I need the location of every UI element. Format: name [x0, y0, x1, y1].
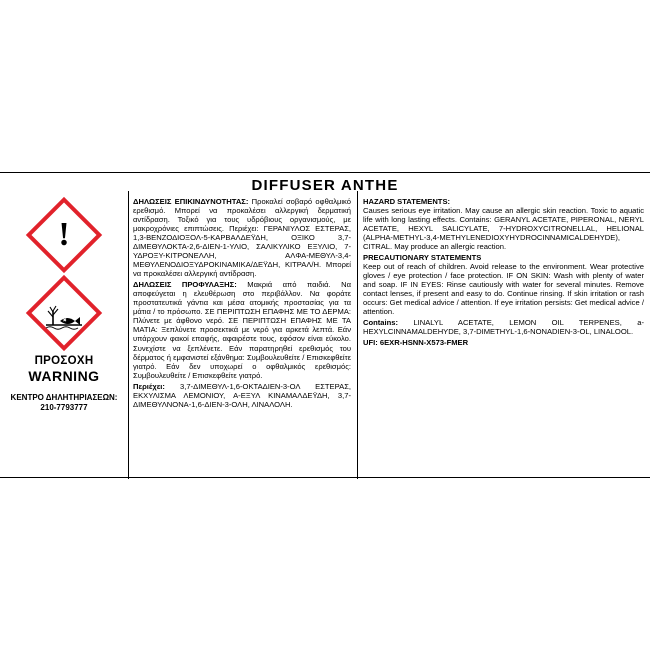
ghs07-exclamation-mark-icon	[26, 197, 102, 273]
greek-contains-heading: Περιέχει:	[133, 381, 165, 391]
english-contains-text: LINALYL ACETATE, LEMON OIL TERPENES, a-HEXYLCINNAMALDEHYDE, 3,7-DIMETHYL-1,6-NONADIEN-3-OL, LINALOOL.	[363, 318, 644, 337]
ufi-label: UFI:	[363, 338, 378, 348]
page-title: DIFFUSER ANTHE	[251, 177, 399, 194]
poison-centre	[0, 393, 128, 413]
greek-hazard-text: Προκαλεί σοβαρό οφθαλμικό ερεθισμό. Μπορεί να προκαλέσει αλλεργική δερματική αντίδραση. Τοξικό για τους υδρόβιους οργανισμούς, με μακροχρόνιες επιπτώσεις. Περιέχει: ΓΕΡΑΝΙΥΛΟΣ ΕΣΤΕΡΑΣ, 1,3-ΒΕΝΖΟΔΙΟΞΟΛ-5-ΚΑΡΒΑΛΔΕΫΔΗ, ΟΞΙΚΟ 3,7-ΔΙΜΕΘΥΛΟΚΤΑ-2,6-ΔΙΕΝ-1-ΥΛΙΟ, ΣΑΛΙΚΥΛΙΚΟ ΕΞΥΛΙΟ, 7-ΥΔΡΟΞΥ-ΚΙΤΡΟΝΕΛΛΗ, ΑΛΦΑ-ΜΕΘΥΛ-3,4-ΜΕΘΥΛΕΝΟΔΙΟΞΥΔΡΟΚΙΝΑΜΙΚΑ/ΔΕΫΔΗ, ΚΙΤΡΑΛ/Η. Μπορεί να προκαλέσει αλλεργική αντίδραση.	[133, 197, 351, 279]
product-label	[0, 172, 650, 478]
english-hazard-heading: HAZARD STATEMENTS:	[363, 197, 451, 206]
signal-word	[0, 355, 128, 384]
greek-hazard-heading: ΔΗΛΩΣΕΙΣ ΕΠΙΚΙΝΔΥΝΟΤΗΤΑΣ:	[133, 197, 249, 206]
ufi-block	[363, 338, 644, 347]
dead-fish-tree-glyph	[26, 275, 102, 351]
greek-precaution-heading: ΔΗΛΩΣΕΙΣ ΠΡΟΦΥΛΑΞΗΣ:	[133, 280, 237, 290]
poison-centre-label: ΚΕΝΤΡΟ ΔΗΛΗΤΗΡΙΑΣΕΩΝ:	[10, 393, 118, 402]
pictogram-column	[0, 197, 128, 477]
english-precaution-heading-line	[363, 253, 644, 262]
english-precaution-heading: PRECAUTIONARY STATEMENTS	[363, 253, 482, 263]
poison-centre-phone: 210-7793777	[40, 403, 88, 412]
greek-contains-text: 3,7-ΔΙΜΕΘΥΛ-1,6-ΟΚΤΑΔΙΕΝ-3-ΟΛ ΕΣΤΕΡΑΣ, ΕΚΧΥΛΙΣΜΑ ΛΕΜΟΝΙΟΥ, Α-ΕΞΥΛ ΚΙΝΑΜΑΛΔΕΫΔΗ, 3,7-ΔΙΜΕΘΥΛΝΟΝΑ-1,6-ΔΙΕΝ-3-ΟΛΗ, ΛΙΝΑΛΟΛΗ.	[133, 381, 351, 409]
signal-word-english: WARNING	[28, 368, 100, 384]
ghs09-environment-icon	[26, 275, 102, 351]
greek-text-column	[133, 197, 351, 475]
column-divider-right	[357, 191, 358, 479]
exclamation-mark-glyph: !	[58, 216, 70, 253]
column-divider-left	[128, 191, 129, 479]
english-hazard-text: Causes serious eye irritation. May cause an allergic skin reaction. Toxic to aquatic life with long lasting effects. Contains: GERANYL ACETATE, PIPERONAL, NERYL ACETATE, HEXYL SALICYLATE, 7-HYDROXYCITRONELLAL, HELIONAL (ALPHA-METHYL-3,4-METHYLENEDIOXYHYDROCINNAMICALDEHYDE), CITRAL. May produce an allergic reaction.	[363, 206, 644, 252]
english-hazard-text-block	[363, 206, 644, 251]
english-precaution-text: Keep out of reach of children. Avoid release to the environment. Wear protective gloves / eye protection / face protection. IF ON SKIN: Wash with plenty of water and soap. IF IN EYES: Rinse cautiously with water for several minutes. Remove contact lenses, if present and easy to do. Continue rinsing. If skin irritation or rash occurs: Get medical advice / attention. If eye irritation persists: Get medical advice / attention.	[363, 262, 644, 317]
english-contains-heading: Contains:	[363, 318, 399, 328]
signal-word-greek: ΠΡΟΣΟΧΗ	[34, 355, 94, 367]
english-hazard-heading-line	[363, 197, 644, 206]
greek-precaution-block	[133, 280, 351, 379]
english-contains-block	[363, 318, 644, 336]
greek-contains-block	[133, 382, 351, 409]
ufi-code: 6EXR-HSNN-X573-FMER	[379, 338, 469, 348]
english-text-column	[363, 197, 644, 475]
greek-hazard-block	[133, 197, 351, 278]
greek-precaution-text: Μακριά από παιδιά. Να αποφεύγεται η ελευθέρωση στο περιβάλλον. Να φοράτε προστατευτικά γάντια και μέσα ατομικής προστασίας για τα μάτια / το πρόσωπο. ΣΕ ΠΕΡΙΠΤΩΣΗ ΕΠΑΦΗΣ ΜΕ ΤΟ ΔΕΡΜΑ: Πλύνετε με άφθονο νερό. ΣΕ ΠΕΡΙΠΤΩΣΗ ΕΠΑΦΗΣ ΜΕ ΤΑ ΜΑΤΙΑ: Ξεπλύνετε προσεκτικά με νερό για αρκετά λεπτά. Εάν υπάρχουν φακοί επαφής, αφαιρέστε τους, εφόσον είναι εύκολο. Συνεχίστε να ξεπλένετε. Εάν παρατηρηθεί ερεθισμός του δέρματος ή εμφανιστεί εξάνθημα: Συμβουλευθείτε / Επισκεφθείτε γιατρό. Εάν δεν υποχωρεί ο οφθαλμικός ερεθισμός: Συμβουλευθείτε / Επισκεφθείτε γιατρό.	[133, 280, 351, 380]
english-precaution-text-block	[363, 262, 644, 316]
